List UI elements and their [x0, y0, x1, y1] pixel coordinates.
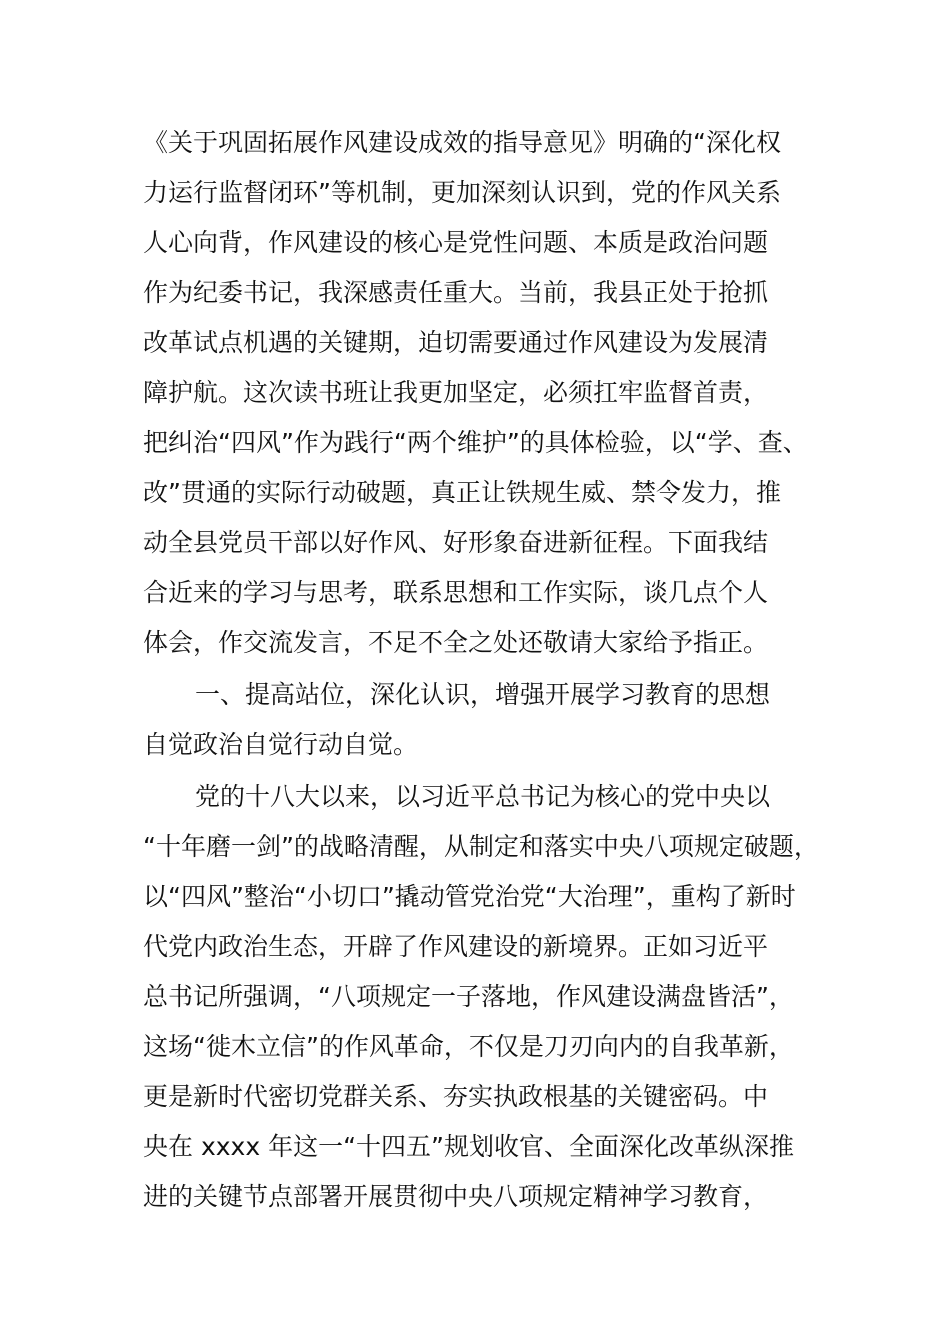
- text-line: “十年磨一剑”的战略清醒，从制定和落实中央八项规定破题，: [143, 832, 819, 861]
- text-line: 进的关键节点部署开展贯彻中央八项规定精神学习教育，: [143, 1182, 769, 1211]
- text-line: 央在 xxxx 年这一“十四五”规划收官、全面深化改革纵深推: [143, 1132, 794, 1161]
- text-line: 更是新时代密切党群关系、夯实执政根基的关键密码。中: [143, 1082, 769, 1111]
- text-line: 以“四风”整治“小切口”撬动管党治党“大治理”，重构了新时: [143, 882, 796, 911]
- text-line: 总书记所强调，“八项规定一子落地，作风建设满盘皆活”，: [143, 982, 794, 1011]
- text-line: 《关于巩固拓展作风建设成效的指导意见》明确的“深化权: [143, 128, 781, 157]
- text-line: 代党内政治生态，开辟了作风建设的新境界。正如习近平: [143, 932, 769, 961]
- text-line: 力运行监督闭环”等机制，更加深刻认识到，党的作风关系: [143, 178, 781, 207]
- text-line: 动全县党员干部以好作风、好形象奋进新征程。下面我结: [143, 528, 769, 557]
- section-heading: 一、提高站位，深化认识，增强开展学习教育的思想: [195, 680, 771, 709]
- text-line: 改”贯通的实际行动破题，真正让铁规生威、禁令发力，推: [143, 478, 781, 507]
- section-heading-continued: 自觉政治自觉行动自觉。: [143, 730, 419, 759]
- text-line: 把纠治“四风”作为践行“两个维护”的具体检验，以“学、查、: [143, 428, 808, 457]
- text-line: 障护航。这次读书班让我更加坚定，必须扛牢监督首责，: [143, 378, 769, 407]
- text-line: 改革试点机遇的关键期，迫切需要通过作风建设为发展清: [143, 328, 769, 357]
- text-line: 合近来的学习与思考，联系思想和工作实际，谈几点个人: [143, 578, 769, 607]
- text-line: 体会，作交流发言，不足不全之处还敬请大家给予指正。: [143, 628, 769, 657]
- text-line: 人心向背，作风建设的核心是党性问题、本质是政治问题: [143, 228, 769, 257]
- text-line: 作为纪委书记，我深感责任重大。当前，我县正处于抢抓: [143, 278, 769, 307]
- text-line: 党的十八大以来，以习近平总书记为核心的党中央以: [195, 782, 771, 811]
- text-line: 这场“徙木立信”的作风革命，不仅是刀刃向内的自我革新，: [143, 1032, 794, 1061]
